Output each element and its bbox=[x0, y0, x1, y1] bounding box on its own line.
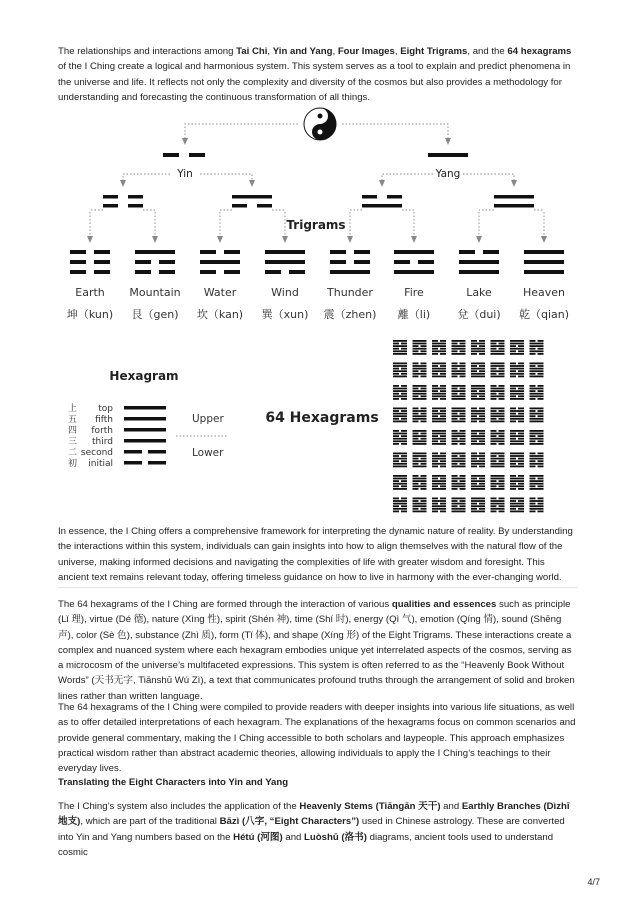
hexagram-cell bbox=[491, 363, 505, 378]
hexagram-cell bbox=[393, 430, 407, 445]
hexagram-cell bbox=[432, 340, 446, 355]
trigram-name-wind: Wind bbox=[271, 286, 299, 299]
hexagram-cell bbox=[491, 340, 505, 355]
section-heading: Translating the Eight Characters into Yin and Yang bbox=[58, 777, 289, 788]
sixty-four-hexagram-grid bbox=[393, 340, 544, 512]
trigram-fire bbox=[394, 250, 434, 274]
hexagram-cell bbox=[393, 385, 407, 400]
hexagram-cell bbox=[510, 408, 524, 423]
hexagram-cell bbox=[471, 340, 485, 355]
hexagram-cell bbox=[491, 453, 505, 468]
trigram-name-lake: Lake bbox=[466, 286, 492, 299]
sixty-four-title: 64 Hexagrams bbox=[265, 410, 379, 426]
hexagram-cell bbox=[393, 453, 407, 468]
line-en-third: third bbox=[92, 437, 113, 447]
hexagram-cell bbox=[452, 340, 466, 355]
hexagram-cell bbox=[471, 363, 485, 378]
hexagram-cell bbox=[432, 498, 446, 513]
trigrams-title: Trigrams bbox=[286, 218, 346, 232]
trigram-name-mountain: Mountain bbox=[129, 286, 181, 299]
trigram-chinese-fire: 離（li) bbox=[397, 308, 431, 321]
trigram-chinese-mountain: 艮（gen) bbox=[131, 308, 179, 321]
hexagram-cell bbox=[510, 385, 524, 400]
trigram-chinese-wind: 巽（xun) bbox=[261, 308, 309, 321]
trigram-name-heaven: Heaven bbox=[522, 286, 566, 299]
hexagram-cell bbox=[530, 385, 544, 400]
line-en-second: second bbox=[80, 448, 113, 458]
hexagram-cell bbox=[393, 498, 407, 513]
hexagram-cell bbox=[413, 453, 427, 468]
trigram-chinese-heaven: 乾（qian) bbox=[518, 308, 570, 321]
trigram-name-thunder: Thunder bbox=[327, 286, 373, 299]
line-en-forth: forth bbox=[91, 426, 113, 436]
hexagram-cell bbox=[491, 385, 505, 400]
line-cn-second: 二 bbox=[68, 448, 78, 458]
trigram-chinese-earth: 坤（kun) bbox=[66, 308, 114, 321]
hexagram-cell bbox=[471, 430, 485, 445]
trigram-chinese-water: 坎（kan) bbox=[196, 308, 244, 321]
trigram-wind bbox=[265, 250, 305, 274]
hexagram-cell bbox=[413, 475, 427, 490]
hexagram-cell bbox=[491, 498, 505, 513]
hexagram-cell bbox=[452, 363, 466, 378]
trigram-heaven bbox=[524, 250, 564, 274]
hexagram-cell bbox=[491, 408, 505, 423]
hexagram-cell bbox=[510, 430, 524, 445]
line-cn-forth: 四 bbox=[68, 426, 78, 436]
line-en-initial: initial bbox=[88, 459, 113, 469]
hexagram-cell bbox=[393, 408, 407, 423]
hexagram-cell bbox=[510, 453, 524, 468]
hexagram-cell bbox=[491, 430, 505, 445]
hexagram-cell bbox=[491, 475, 505, 490]
compilation-paragraph: The 64 hexagrams of the I Ching were compiled to provide readers with deeper insights into various life situations, as well as to offer detailed interpretations of each hexagram. The explanations of the hexagrams focus on common scenarios and provide general commentary, making the I Ching accessible to both scholars and laypeople. This approach emphasizes practical wisdom rather than abstract academic theories, allowing individuals to apply the I Ching’s teachings to their everyday lives. bbox=[58, 702, 576, 775]
hexagram-cell bbox=[452, 498, 466, 513]
yin-yang-icon bbox=[304, 108, 336, 140]
hexagram-cell bbox=[471, 453, 485, 468]
intro-paragraph: The relationships and interactions among Tai Chi, Yin and Yang, Four Images, Eight Trigrams, and the 64 hexagrams of the I Ching create a logical and harmonious system. This system serves as a tool to explain and predict phenomena in the universe and life. It reflects not only the complexity and diversity of the cosmos but also provides a methodology for understanding and forecasting the continuous transformation of all things. bbox=[58, 46, 572, 103]
hexagram-cell bbox=[413, 430, 427, 445]
i-ching-diagram bbox=[0, 100, 638, 520]
line-cn-third: 三 bbox=[68, 437, 78, 447]
hexagram-cell bbox=[530, 475, 544, 490]
trigram-name-earth: Earth bbox=[75, 286, 105, 299]
hexagram-cell bbox=[471, 408, 485, 423]
hexagram-cell bbox=[413, 363, 427, 378]
eight-trigrams bbox=[70, 250, 564, 274]
hexagram-cell bbox=[452, 475, 466, 490]
trigram-earth bbox=[70, 250, 110, 274]
hexagram-cell bbox=[432, 363, 446, 378]
line-en-fifth: fifth bbox=[95, 415, 113, 425]
hexagram-cell bbox=[413, 340, 427, 355]
page-number: 4/7 bbox=[587, 877, 600, 887]
trigram-chinese-thunder: 震（zhen) bbox=[323, 308, 377, 321]
hexagram-cell bbox=[432, 453, 446, 468]
hexagram-cell bbox=[432, 475, 446, 490]
trigram-lake bbox=[459, 250, 499, 274]
hexagram-cell bbox=[413, 408, 427, 423]
hexagram-cell bbox=[432, 385, 446, 400]
trigram-water bbox=[200, 250, 240, 274]
hexagram-cell bbox=[432, 408, 446, 423]
hexagram-cell bbox=[413, 385, 427, 400]
yin-label: Yin bbox=[177, 168, 193, 180]
hexagram-cell bbox=[393, 340, 407, 355]
hexagram-cell bbox=[452, 408, 466, 423]
lower-label: Lower bbox=[192, 447, 224, 459]
hexagram-cell bbox=[510, 363, 524, 378]
hexagram-cell bbox=[530, 340, 544, 355]
hexagram-title: Hexagram bbox=[109, 369, 179, 383]
hexagram-cell bbox=[452, 385, 466, 400]
trigram-name-water: Water bbox=[203, 286, 237, 299]
hexagram-cell bbox=[530, 498, 544, 513]
trigram-chinese-lake: 兌（dui) bbox=[457, 308, 501, 321]
hexagram-cell bbox=[393, 363, 407, 378]
hexagram-cell bbox=[510, 340, 524, 355]
line-cn-top: 上 bbox=[68, 404, 78, 414]
divider bbox=[58, 587, 578, 588]
eight-characters-paragraph: The I Ching’s system also includes the application of the Heavenly Stems (Tiāngān 天干) and Earthly Branches (Dìzhī 地支), which are part of the traditional Bāzì (八字, “Eight Characters”) used in Chinese astrology. These are converted into Yin and Yang numbers based on the Hétú (河图) and Luòshū (洛书) diagrams, ancient tools used to understand cosmic bbox=[58, 801, 570, 858]
hexagram-cell bbox=[530, 430, 544, 445]
hexagram-cell bbox=[393, 475, 407, 490]
yang-label: Yang bbox=[435, 168, 461, 180]
hexagram-cell bbox=[530, 453, 544, 468]
hexagram-cell bbox=[471, 475, 485, 490]
hexagram-qualities-paragraph: The 64 hexagrams of the I Ching are formed through the interaction of various qualities and essences such as principle (Lǐ 理), virtue (Dé 德), nature (Xìng 性), spirit (Shén 神), time (Shí 时), energy (Qì 气), emotion (Qíng 情), sound (Shēng 声), color (Sè 色), substance (Zhì 质), form (Tǐ 体), and shape (Xíng 形) of the Eight Trigrams. These interactions create a complex and nuanced system where each hexagram embodies unique yet interrelated aspects of the cosmos, serving as a microcosm of the universe’s multifaceted expressions. This system is often referred to as the “Heavenly Book Without Words” (天书无字, Tiānshū Wú Zì), a text that communicates profound truths through the arrangement of solid and broken lines rather than written language. bbox=[58, 599, 575, 702]
hexagram-cell bbox=[432, 430, 446, 445]
hexagram-cell bbox=[530, 408, 544, 423]
hexagram-cell bbox=[530, 363, 544, 378]
hexagram-cell bbox=[471, 498, 485, 513]
trigram-name-fire: Fire bbox=[404, 286, 424, 299]
hexagram-cell bbox=[471, 385, 485, 400]
hexagram-cell bbox=[510, 475, 524, 490]
four-images bbox=[103, 195, 534, 208]
trigram-thunder bbox=[330, 250, 370, 274]
hexagram-cell bbox=[452, 453, 466, 468]
trigram-mountain bbox=[135, 250, 175, 274]
line-cn-fifth: 五 bbox=[68, 415, 78, 425]
essence-paragraph: In essence, the I Ching offers a comprehensive framework for interpreting the dynamic nature of reality. By understanding the interactions within this system, individuals can gain insights into how to align themselves with the natural flow of the universe, making informed decisions and navigating the complexities of life with greater wisdom and foresight. This ancient text remains relevant today, offering timeless guidance on how to live in harmony with the ever-changing world. bbox=[58, 526, 573, 583]
hexagram-example bbox=[124, 406, 166, 465]
hexagram-cell bbox=[413, 498, 427, 513]
line-en-top: top bbox=[98, 404, 113, 414]
hexagram-cell bbox=[452, 430, 466, 445]
upper-label: Upper bbox=[192, 413, 224, 425]
line-cn-initial: 初 bbox=[68, 459, 78, 469]
hexagram-cell bbox=[510, 498, 524, 513]
